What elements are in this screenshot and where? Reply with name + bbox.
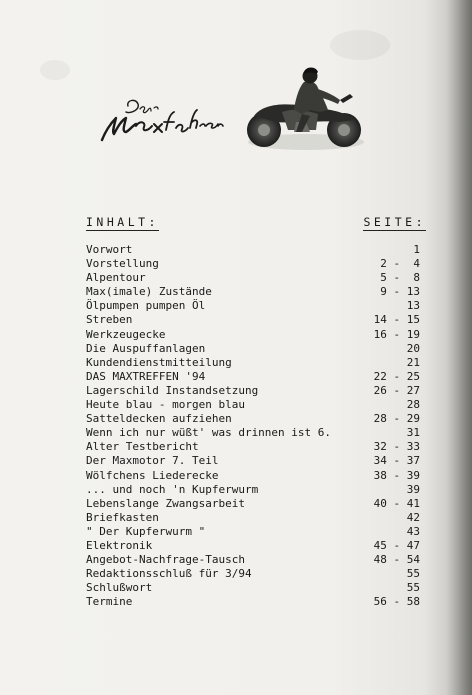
toc-entry-title: Satteldecken aufziehen [86,412,232,426]
toc-entry-title: Alter Testbericht [86,440,199,454]
toc-entry [86,398,420,412]
toc-entry-pages: 28 - 29 [373,412,420,426]
toc-entry [86,271,420,285]
table-of-contents [86,243,420,609]
toc-entry [86,328,420,342]
toc-entry-pages: 9 - 13 [380,285,420,299]
paper-stain [40,60,70,80]
paper-stain [330,30,390,60]
motorcycle-rider-illustration [236,60,366,156]
toc-entry-title: Die Auspuffanlagen [86,341,206,355]
toc-entry [86,412,420,426]
toc-entry [86,581,420,595]
toc-entry-title: " Der Kupferwurm " [86,524,206,538]
toc-entry-pages: 42 [406,510,420,524]
toc-entry [86,595,420,609]
toc-entry-title: Streben [86,313,133,327]
toc-entry-title: Angebot-Nachfrage-Tausch [86,553,245,567]
toc-entry-pages: 56 - 58 [373,595,420,609]
toc-entry-title: Ölpumpen pumpen Öl [86,299,206,313]
toc-entry [86,370,420,384]
toc-entry [86,511,420,525]
toc-entry [86,356,420,370]
toc-entry-pages: 5 - 8 [380,271,420,285]
toc-entry-pages: 28 [406,398,420,412]
page-binding-shadow [446,0,472,695]
toc-entry [86,257,420,271]
toc-entry-title: Redaktionsschluß für 3/94 [86,567,252,581]
toc-entry [86,285,420,299]
toc-entry-title: Max(imale) Zustände [86,285,212,299]
toc-entry [86,384,420,398]
toc-entry-pages: 48 - 54 [373,553,420,567]
toc-entry [86,426,420,440]
magazine-logo [96,60,366,156]
toc-entry-pages: 38 - 39 [373,468,420,482]
toc-entry-title: Vorwort [86,243,133,256]
toc-entry-pages: 55 [406,567,420,581]
toc-entry-pages: 21 [406,355,420,369]
toc-entry-pages: 32 - 33 [373,440,420,454]
toc-entry-title: Schlußwort [86,581,153,595]
contents-heading: INHALT: [86,215,159,229]
toc-entry [86,469,420,483]
toc-entry [86,483,420,497]
toc-entry-title: Werkzeugecke [86,327,166,341]
toc-entry-pages: 2 - 4 [380,257,420,271]
toc-entry-title: Briefkasten [86,510,159,524]
toc-entry-pages: 26 - 27 [373,383,420,397]
toc-entry-title: Elektronik [86,538,153,552]
toc-entry-pages: 14 - 15 [373,313,420,327]
toc-entry-title: Lebenslange Zwangsarbeit [86,496,245,510]
toc-entry-pages: 16 - 19 [373,327,420,341]
toc-entry [86,454,420,468]
toc-entry [86,440,420,454]
toc-entry [86,539,420,553]
toc-entry [86,553,420,567]
toc-entry-pages: 20 [406,341,420,355]
toc-entry-pages: 45 - 47 [373,538,420,552]
toc-entry-pages: 22 - 25 [373,369,420,383]
toc-entry-pages: 55 [406,581,420,595]
toc-entry-title: Heute blau - morgen blau [86,398,245,412]
toc-entry-pages: 13 [406,299,420,313]
toc-entry-title: Wenn ich nur wüßt' was drinnen ist 6. [86,426,332,440]
toc-entry-title: Lagerschild Instandsetzung [86,383,259,397]
toc-entry-pages: 1 [413,243,420,256]
toc-entry [86,313,420,327]
toc-entry-title: Kundendienstmitteilung [86,355,232,369]
toc-entry [86,299,420,313]
toc-entry [86,497,420,511]
toc-entry-title: Termine [86,595,133,609]
page-column-heading: SEITE: [363,215,426,229]
toc-entry-title: Der Maxmotor 7. Teil [86,454,219,468]
toc-header [86,215,426,233]
toc-entry-pages: 40 - 41 [373,496,420,510]
toc-entry [86,243,420,257]
toc-entry-title: ... und noch 'n Kupferwurm [86,482,259,496]
toc-entry-pages: 39 [406,482,420,496]
toc-entry-pages: 34 - 37 [373,454,420,468]
toc-entry [86,525,420,539]
toc-entry-title: DAS MAXTREFFEN '94 [86,369,206,383]
logo-script-lettering [96,96,226,146]
toc-entry-title: Alpentour [86,271,146,285]
toc-entry-title: Wölfchens Liederecke [86,468,219,482]
toc-entry-title: Vorstellung [86,257,159,271]
toc-entry [86,342,420,356]
toc-entry-pages: 31 [406,426,420,440]
toc-entry-pages: 43 [406,524,420,538]
toc-entry [86,567,420,581]
